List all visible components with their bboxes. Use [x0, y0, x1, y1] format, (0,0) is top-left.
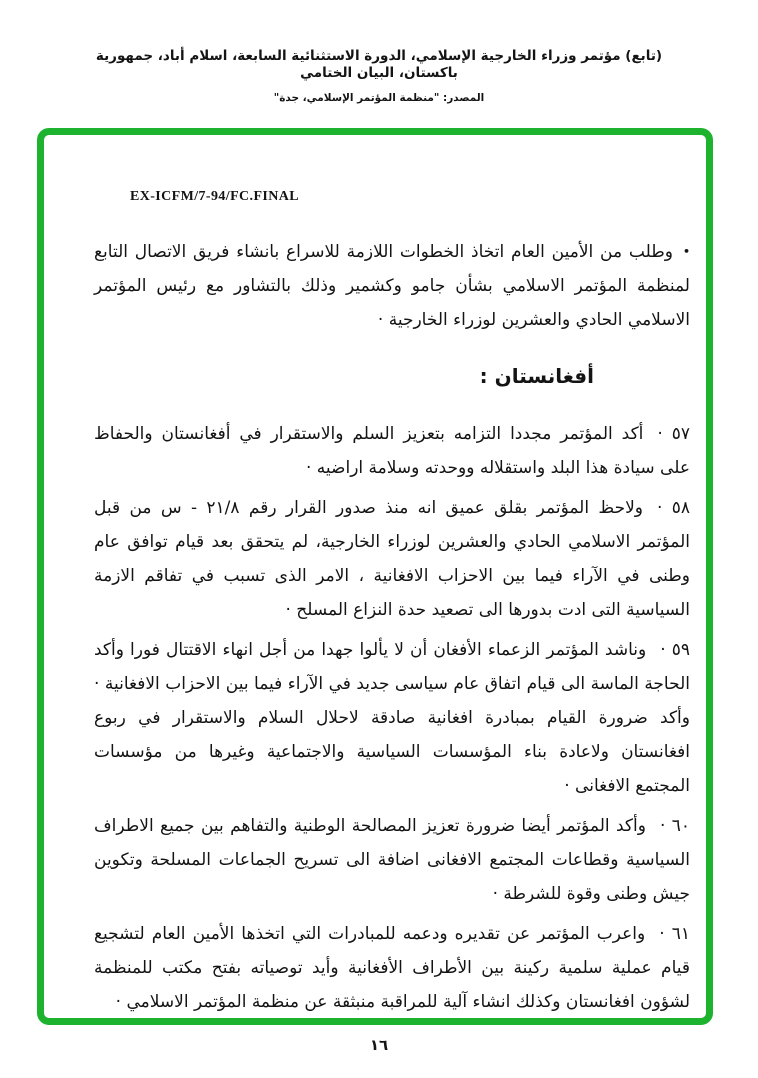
- document-reference: EX-ICFM/7-94/FC.FINAL: [130, 189, 299, 204]
- paragraph-text: وأكد المؤتمر أيضا ضرورة تعزيز المصالحة الوطنية والتفاهم بين جميع الاطراف السياسية وقطاعات المجتمع الافغانى اضافة الى تسريح الجماعات المسلحة وتكوين جيش وطنى وقوة للشرطة ·: [94, 816, 690, 904]
- document-body: [94, 235, 690, 1025]
- paragraph-text: وناشد المؤتمر الزعماء الأفغان أن لا يألوا جهدا من أجل انهاء الاقتتال فورا وأكد الحاجة الماسة الى قيام اتفاق عام سياسى جديد في الآراء فيما بين الاحزاب الافغانية · وأكد ضرورة القيام بمبادرة افغانية صادقة لاحلال السلام والاستقرار في ربوع افغانستان ولاعادة بناء المؤسسات السياسية والاجتماعية وغيرها من مؤسسات المجتمع الافغانى ·: [94, 640, 690, 796]
- header-title: (تابع) مؤتمر وزراء الخارجية الإسلامي، الدورة الاستثنائية السابعة، اسلام أباد، جمهورية باكستان، البيان الختامي: [95, 48, 663, 81]
- document-border-frame: [37, 128, 713, 1025]
- paragraph-number: ٥٩ ·: [660, 640, 690, 660]
- header-source-line: المصدر: "منظمة المؤتمر الإسلامي، جدة": [273, 92, 485, 104]
- paragraph-number: ٦٠ ·: [659, 816, 691, 836]
- intro-paragraph: [94, 235, 690, 337]
- numbered-paragraph-58: [94, 491, 690, 627]
- paragraph-text: أكد المؤتمر مجددا التزامه بتعزيز السلم والاستقرار في أفغانستان والحفاظ على سيادة هذا البلد واستقلاله ووحدته وسلامة اراضيه ·: [94, 424, 690, 478]
- paragraph-text: واعرب المؤتمر عن تقديره ودعمه للمبادرات التي اتخذها الأمين العام لتشجيع قيام عملية سلمية ركينة بين الأطراف الأفغانية وأيد توصياته بفتح مكتب للمنظمة لشؤون افغانستان وكذلك انشاء آلية للمراقبة منبثقة عن منظمة المؤتمر الاسلامي ·: [94, 924, 690, 1012]
- page-header: [0, 48, 758, 104]
- paragraph-text: ولاحظ المؤتمر بقلق عميق انه منذ صدور القرار رقم ٢١/٨ - س من قبل المؤتمر الاسلامي الحادي والعشرين لوزراء الخارجية، لم يتحقق بعد قيام توافق عام وطنى في الآراء فيما بين الاحزاب الافغانية ، الامر الذى تسبب في تفاقم الازمة السياسية التى ادت بدورها الى تصعيد حدة النزاع المسلح ·: [94, 498, 690, 620]
- numbered-paragraph-61: [94, 917, 690, 1019]
- numbered-paragraph-60: [94, 809, 690, 911]
- paragraph-number: ٦١ ·: [659, 924, 690, 944]
- numbered-paragraph-57: [94, 417, 690, 485]
- numbered-paragraph-59: [94, 633, 690, 803]
- intro-paragraph-text: وطلب من الأمين العام اتخاذ الخطوات اللازمة للاسراع بانشاء فريق الاتصال التابع لمنظمة المؤتمر الاسلامي بشأن جامو وكشمير وذلك بالتشاور مع رئيس المؤتمر الاسلامي الحادي والعشرين لوزراء الخارجية ·: [94, 242, 690, 330]
- paragraph-number: ٥٧ ·: [657, 424, 690, 444]
- paragraph-number: ٥٨ ·: [656, 498, 690, 518]
- bullet-marker: •: [682, 245, 690, 258]
- page-number: ١٦: [369, 1036, 389, 1054]
- section-heading-afghanistan: أفغانستان :: [479, 364, 594, 388]
